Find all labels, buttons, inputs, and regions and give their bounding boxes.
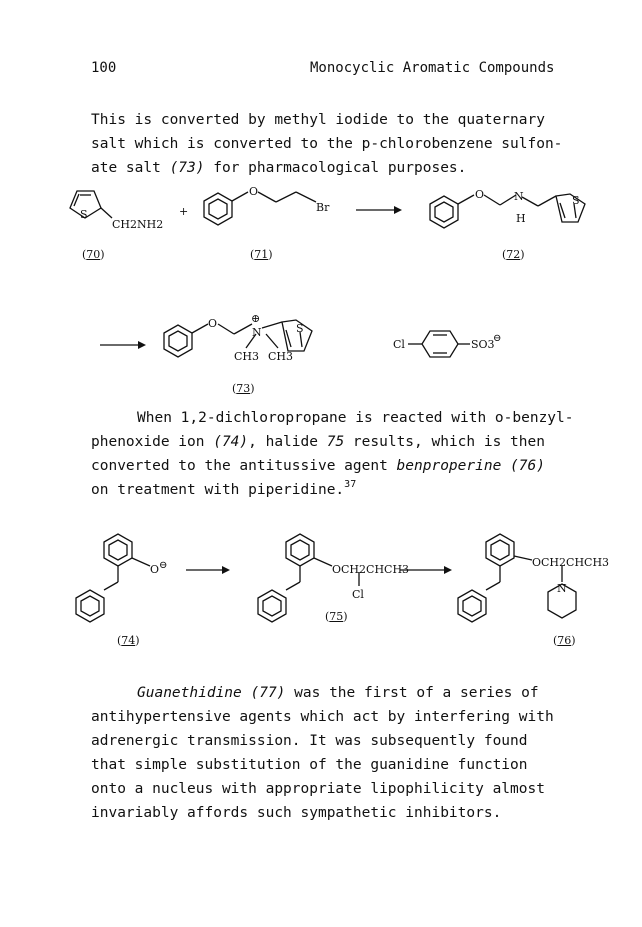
drug-name: Guanethidine (137, 685, 242, 701)
compound-number: 74 (121, 634, 136, 647)
citation-superscript: 37 (344, 479, 357, 490)
methyl-label: CH3 (234, 350, 260, 363)
arrow-head (222, 566, 230, 574)
benproperine-76 (458, 534, 576, 622)
text-segment: converted to the antitussive agent (91, 458, 397, 474)
text-segment: for pharmacological purposes. (204, 160, 467, 176)
charge-positive: ⊕ (251, 312, 261, 325)
methyl-label: CH3 (268, 350, 294, 363)
paragraph-3-line-4: that simple substitution of the guanidine function (91, 757, 528, 773)
text-segment: was the first of a series of (285, 685, 539, 701)
benzene-ring-71 (204, 192, 316, 225)
paragraph-2-line-1: When 1,2-dichloropropane is reacted with o-benzyl- (137, 410, 574, 426)
text-segment: ate salt (91, 160, 170, 176)
compound-label-74: (74) (117, 634, 140, 647)
paragraph-2-line-2 (91, 430, 574, 454)
paragraph-1 (91, 108, 562, 180)
text-segment: phenoxide ion (91, 434, 214, 450)
substituent-label: CH2NH2 (112, 218, 164, 231)
compound-reference: (76) (501, 458, 545, 474)
text-segment: , halide (248, 434, 327, 450)
paragraph-3-line-5: onto a nucleus with appropriate lipophilicity almost (91, 781, 545, 797)
compound-number: 75 (329, 610, 344, 623)
page-number: 100 (91, 60, 117, 76)
sulfonate-label: SO3 (471, 338, 495, 351)
text-segment: results, which is then (344, 434, 545, 450)
paragraph-1-line-1: This is converted by methyl iodide to the quaternary (91, 112, 545, 128)
reaction-scheme-1 (0, 182, 642, 282)
paragraph-2 (91, 406, 574, 504)
compound-number: 71 (254, 248, 269, 261)
thiophene-ring-70 (70, 191, 112, 218)
reaction-scheme-3 (0, 520, 642, 645)
benzene-ring-72 (430, 195, 556, 228)
atom-br: Br (316, 201, 330, 214)
benzyl-phenoxide-74 (76, 534, 150, 622)
thiophene-ring-72 (556, 194, 585, 222)
atom-cl: Cl (352, 588, 364, 601)
text-segment: on treatment with piperidine. (91, 482, 345, 498)
charge-negative: ⊖ (493, 333, 502, 344)
compound-label-70: (70) (82, 248, 105, 261)
paragraph-1-line-2: salt which is converted to the p-chlorobenzene sulfon- (91, 136, 563, 152)
paragraph-3-line-6: invariably affords such sympathetic inhibitors. (91, 805, 502, 821)
arrow-head (444, 566, 452, 574)
atom-o: O (150, 563, 160, 576)
chloropropyl-ether-75 (258, 534, 359, 622)
atom-n: N (514, 190, 524, 203)
compound-label-73: (73) (232, 382, 255, 395)
atom-h: H (516, 212, 526, 225)
paragraph-1-line-3 (91, 156, 562, 180)
arrow-head (394, 206, 402, 214)
compound-reference: (73) (169, 160, 205, 176)
charge-negative: ⊖ (159, 560, 168, 571)
heteroatom-s: S (572, 194, 580, 207)
compound-label-72: (72) (502, 248, 525, 261)
running-title: Monocyclic Aromatic Compounds (310, 60, 555, 76)
compound-reference: 75 (326, 434, 345, 450)
atom-o: O (475, 188, 485, 201)
atom-cl: Cl (393, 338, 405, 351)
benzene-ring-73 (164, 322, 282, 357)
heteroatom-s: S (80, 208, 88, 221)
arrow-head (138, 341, 146, 349)
compound-number: 70 (86, 248, 101, 261)
compound-number: 72 (506, 248, 521, 261)
compound-reference: (74) (213, 434, 249, 450)
paragraph-2-line-4 (91, 478, 574, 504)
paragraph-3-line-1 (91, 681, 554, 705)
paragraph-3 (91, 681, 554, 825)
benzene-ring-anion (408, 331, 470, 357)
atom-n: N (252, 326, 262, 339)
substituent-label: OCH2CHCH3 (332, 563, 410, 576)
compound-label-71: (71) (250, 248, 273, 261)
atom-o: O (249, 185, 259, 198)
plus-sign: + (179, 205, 189, 218)
atom-o: O (208, 317, 218, 330)
atom-n: N (557, 582, 567, 595)
compound-number: 76 (557, 634, 572, 647)
paragraph-2-line-3 (91, 454, 574, 478)
drug-name: benproperine (396, 458, 502, 474)
heteroatom-s: S (296, 322, 304, 335)
compound-label-75: (75) (325, 610, 348, 623)
compound-reference: (77) (241, 685, 286, 701)
substituent-label: OCH2CHCH3 (532, 556, 610, 569)
paragraph-3-line-2: antihypertensive agents which act by interfering with (91, 709, 554, 725)
compound-label-76: (76) (553, 634, 576, 647)
paragraph-3-line-3: adrenergic transmission. It was subsequently found (91, 733, 528, 749)
reaction-scheme-2 (0, 308, 642, 398)
compound-number: 73 (236, 382, 251, 395)
